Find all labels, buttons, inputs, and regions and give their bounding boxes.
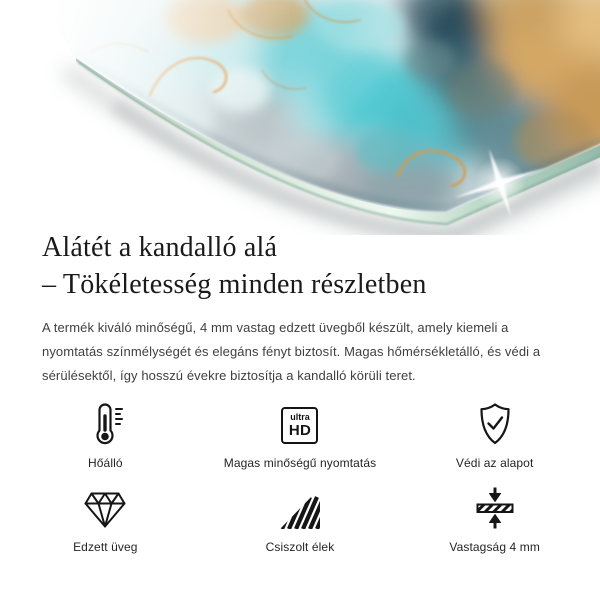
- page-title-line2: – Tökéletesség minden részletben: [42, 269, 427, 300]
- page-title-line1: Alátét a kandalló alá: [42, 232, 278, 263]
- page-title: [42, 229, 562, 303]
- feature-thickness-4mm: [397, 486, 592, 554]
- feature-label: Edzett üveg: [73, 540, 138, 554]
- feature-tempered-glass: [8, 486, 203, 554]
- ultra-hd-icon-text-bottom: HD: [288, 422, 312, 439]
- feature-label: Magas minőségű nyomtatás: [223, 456, 377, 470]
- polished-edge-icon: [280, 486, 320, 530]
- shield-check-icon: [475, 402, 515, 446]
- feature-protects-base: [397, 402, 592, 470]
- thickness-icon: [475, 486, 515, 530]
- ultra-hd-icon-text-top: ultra: [290, 412, 310, 422]
- feature-heat-resistant: [8, 402, 203, 470]
- feature-label: Vastagság 4 mm: [449, 540, 540, 554]
- glass-panel-image: [0, 0, 600, 235]
- ultra-hd-icon: [281, 402, 318, 446]
- feature-label: Hőálló: [88, 456, 123, 470]
- diamond-icon: [83, 486, 127, 530]
- feature-grid: [8, 402, 592, 554]
- feature-label: Csiszolt élek: [265, 540, 335, 554]
- feature-label: Védi az alapot: [455, 456, 534, 470]
- thermometer-icon: [85, 402, 125, 446]
- product-description-section: [42, 229, 562, 388]
- feature-polished-edges: [203, 486, 398, 554]
- feature-ultra-hd-print: [203, 402, 398, 470]
- product-description-text: A termék kiváló minőségű, 4 mm vastag edzett üvegből készült, amely kiemeli a nyomtatás színmélységét és elegáns fényt biztosít. Magas hőmérsékletálló, és védi a sérülésektől, így hosszú évekre biztosítja a kandalló körüli teret.: [42, 320, 541, 383]
- product-photo[interactable]: [0, 0, 600, 235]
